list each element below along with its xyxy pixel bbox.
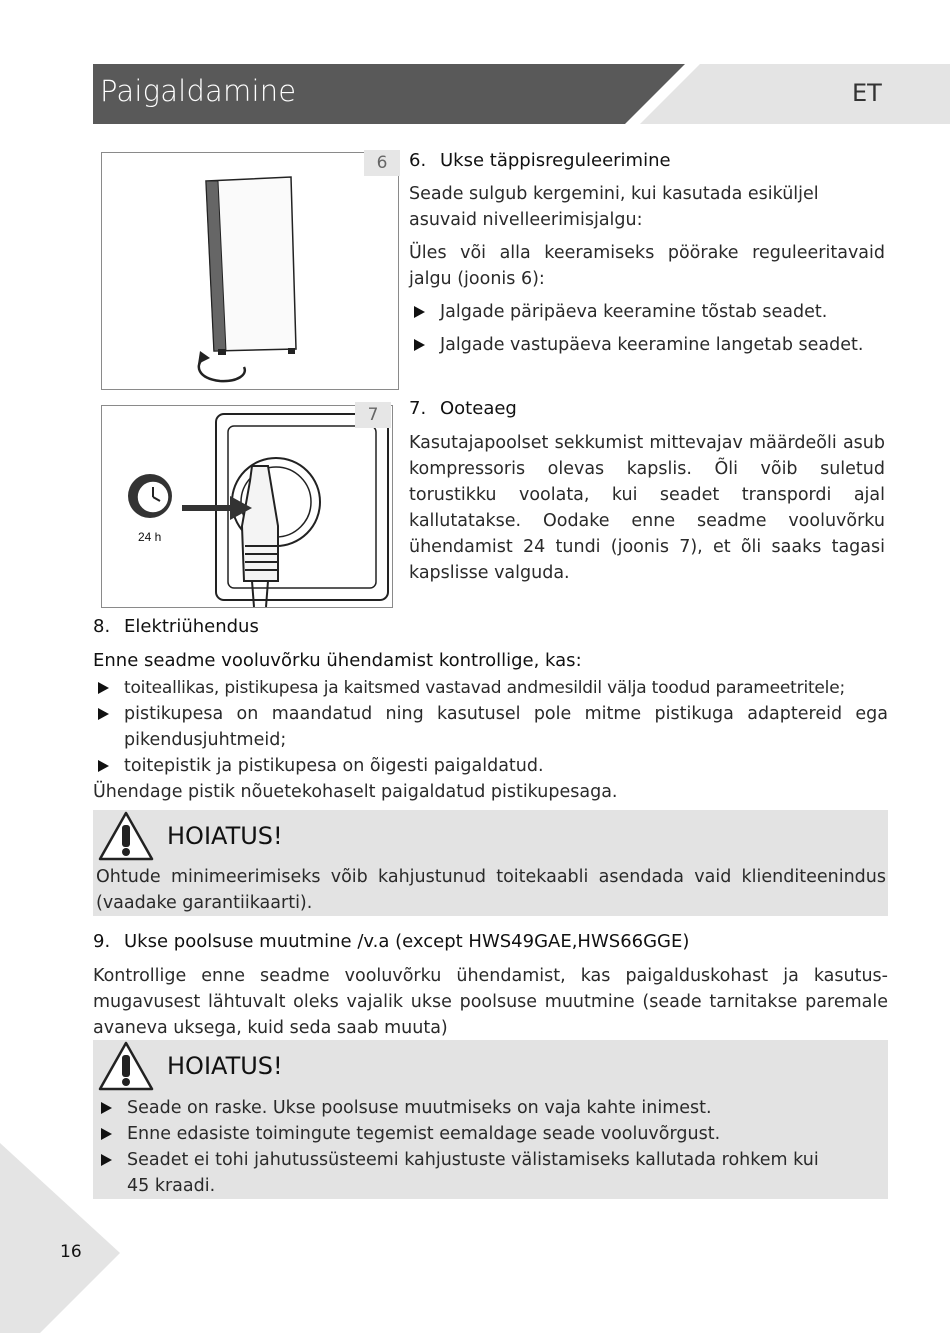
section-8-heading xyxy=(93,616,259,637)
clock-label: 24 h xyxy=(138,530,162,544)
section-number: 7. xyxy=(409,398,427,419)
header-tab xyxy=(640,64,950,124)
figure-7-number: 7 xyxy=(355,402,391,428)
section-9-paragraph: Kontrollige enne seadme vooluvõrku ühendamist, kas paigalduskohast ja kasutus-mugavusest lähtuvalt oleks vajalik ukse poolsuse muutmine (seade tarnitakse paremale avaneva uksega, kuid seda saab muuta) xyxy=(93,966,888,1038)
section-title: Ukse täppisreguleerimine xyxy=(440,150,671,171)
plug-socket-illustration xyxy=(102,406,392,607)
section-title: Elektriühendus xyxy=(124,616,259,637)
figure-6 xyxy=(101,152,399,390)
bullet-arrow-icon xyxy=(98,682,109,694)
section-number: 6. xyxy=(409,150,427,171)
section-7-paragraph: Kasutajapoolset sekkumist mittevajav määrdeõli asub kompressoris olevas kapslis. Õli võib suletud torustikku voolata, kui seadet transpordi ajal kallutatakse. Oodake enne seadme vooluvõrku ühendamist 24 tundi (joonis 7), et õli saaks tagasi kapslisse valguda. xyxy=(409,433,885,583)
warning-box-2 xyxy=(93,1040,888,1199)
warning-icon xyxy=(97,1040,155,1092)
warning-title: HOIATUS! xyxy=(167,822,283,850)
list-item: toitepistik ja pistikupesa on õigesti paigaldatud. xyxy=(98,753,888,779)
figure-7 xyxy=(101,405,393,608)
figure-6-number: 6 xyxy=(364,150,400,176)
list-item: pistikupesa on maandatud ning kasutusel pole mitme pistikuga adaptereid ega pikendusjuhtmeid; xyxy=(98,701,888,753)
warning-box-1 xyxy=(93,810,888,916)
section-number: 9. xyxy=(93,931,111,952)
section-6-paragraph-1: Seade sulgub kergemini, kui kasutada esiküljel asuvaid nivelleerimisjalgu: xyxy=(409,184,819,230)
section-title: Ooteaeg xyxy=(440,398,517,419)
section-6-paragraph-2: Üles või alla keeramiseks pöörake reguleeritavaid jalgu (joonis 6): xyxy=(409,243,885,289)
language-code: ET xyxy=(852,79,882,107)
list-item: toiteallikas, pistikupesa ja kaitsmed vastavad andmesildil välja toodud parameetritele; xyxy=(98,675,888,701)
list-item: Seade on raske. Ukse poolsuse muutmiseks on vaja kahte inimest. xyxy=(101,1095,821,1121)
section-9-heading xyxy=(93,931,689,952)
fridge-leg-illustration xyxy=(102,153,398,389)
section-number: 8. xyxy=(93,616,111,637)
page-number: 16 xyxy=(60,1242,82,1262)
section-title: Ukse poolsuse muutmine /v.a (except HWS49GAE,HWS66GGE) xyxy=(124,931,690,952)
bullet-arrow-icon xyxy=(101,1128,112,1140)
bullet-arrow-icon xyxy=(414,339,425,351)
section-6-heading xyxy=(409,150,671,171)
footer-corner xyxy=(0,1143,125,1333)
bullet-arrow-icon xyxy=(414,306,425,318)
bullet-arrow-icon xyxy=(101,1102,112,1114)
warning-text: Ohtude minimeerimiseks võib kahjustunud toitekaabli asendada vaid klienditeenindus (vaadake garantiikaarti). xyxy=(96,867,886,913)
bullet-arrow-icon xyxy=(98,708,109,720)
bullet-arrow-icon xyxy=(98,760,109,772)
section-7-heading xyxy=(409,398,517,419)
warning-title: HOIATUS! xyxy=(167,1052,283,1080)
list-item: Seadet ei tohi jahutussüsteemi kahjustuste välistamiseks kallutada rohkem kui 45 kraadi. xyxy=(101,1147,821,1199)
warning-icon xyxy=(97,810,155,862)
list-item: Enne edasiste toimingute tegemist eemaldage seade vooluvõrgust. xyxy=(101,1121,821,1147)
page-title: Paigaldamine xyxy=(100,74,297,108)
list-item: Jalgade vastupäeva keeramine langetab seadet. xyxy=(414,332,884,358)
section-8-outro: Ühendage pistik nõuetekohaselt paigaldatud pistikupesaga. xyxy=(93,782,618,802)
list-item: Jalgade päripäeva keeramine tõstab seadet. xyxy=(414,299,884,325)
section-8-intro: Enne seadme vooluvõrku ühendamist kontrollige, kas: xyxy=(93,650,582,671)
